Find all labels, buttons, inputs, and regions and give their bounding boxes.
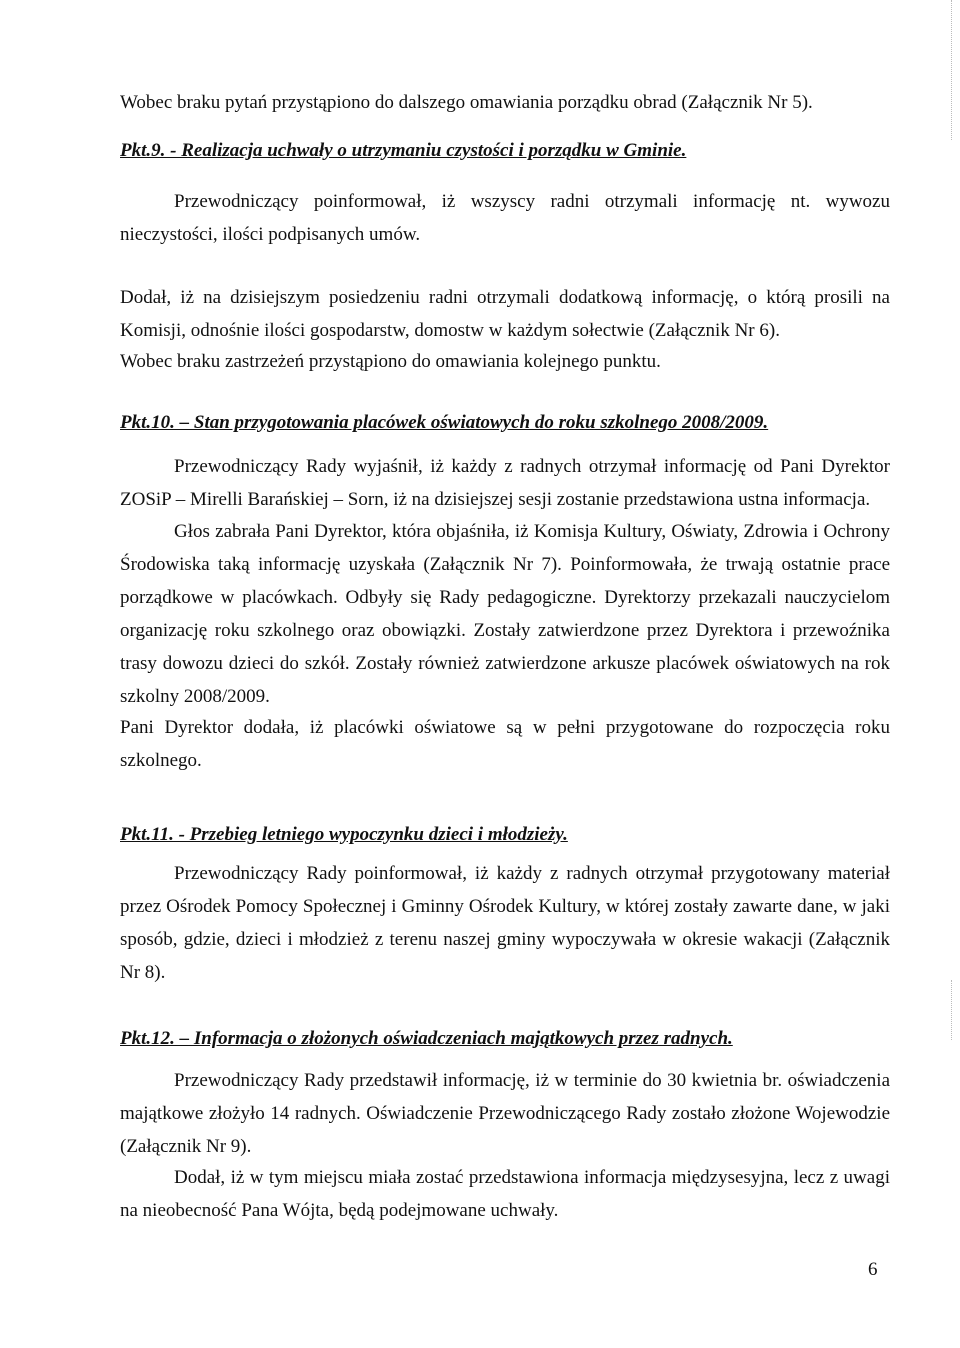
section-12-heading: Pkt.12. – Informacja o złożonych oświadczeniach majątkowych przez radnych. bbox=[120, 1028, 733, 1049]
section-11-heading: Pkt.11. - Przebieg letniego wypoczynku dzieci i młodzieży. bbox=[120, 824, 568, 845]
scan-margin-mark bbox=[949, 980, 952, 1040]
section-9-heading: Pkt.9. - Realizacja uchwały o utrzymaniu czystości i porządku w Gminie. bbox=[120, 140, 687, 161]
section-10-paragraph-2: Głos zabrała Pani Dyrektor, która objaśniła, iż Komisja Kultury, Oświaty, Zdrowia i Ochrony Środowiska taką informację uzyskała (Załącznik Nr 7). Poinformowała, że trwają ostatnie prace porządkowe w placówkach. Odbyły się Rady pedagogiczne. Dyrektorzy przekazali nauczycielom organizację roku szkolnego oraz obowiązki. Zostały zatwierdzone przez Dyrektora i przewoźnika trasy dowozu dzieci do szkół. Zostały również zatwierdzone arkusze placówek oświatowych na rok szkolny 2008/2009. bbox=[120, 521, 890, 707]
intro-paragraph: Wobec braku pytań przystąpiono do dalszego omawiania porządku obrad (Załącznik Nr 5). bbox=[120, 92, 813, 113]
section-10-heading: Pkt.10. – Stan przygotowania placówek oświatowych do roku szkolnego 2008/2009. bbox=[120, 412, 769, 433]
section-10-paragraph-1: Przewodniczący Rady wyjaśnił, iż każdy z radnych otrzymał informację od Pani Dyrektor ZOSiP – Mirelli Barańskiej – Sorn, iż na dzisiejszej sesji zostanie przedstawiona ustna informacja. bbox=[120, 456, 890, 510]
section-11-paragraph-1: Przewodniczący Rady poinformował, iż każdy z radnych otrzymał przygotowany materiał przez Ośrodek Pomocy Społecznej i Gminny Ośrodek Kultury, w której zostały zawarte dane, w jaki sposób, gdzie, dzieci i młodzież z terenu naszej gminy wypoczywała w okresie wakacji (Załącznik Nr 8). bbox=[120, 863, 890, 983]
section-12-paragraph-1: Przewodniczący Rady przedstawił informację, iż w terminie do 30 kwietnia br. oświadczenia majątkowe złożyło 14 radnych. Oświadczenie Przewodniczącego Rady zostało złożone Wojewodzie (Załącznik Nr 9). bbox=[120, 1070, 890, 1157]
section-9-paragraph-1: Przewodniczący poinformował, iż wszyscy radni otrzymali informację nt. wywozu nieczystości, ilości podpisanych umów. bbox=[120, 191, 890, 245]
scan-margin-mark bbox=[949, 0, 952, 140]
section-12-paragraph-2: Dodał, iż w tym miejscu miała zostać przedstawiona informacja międzysesyjna, lecz z uwagi na nieobecność Pana Wójta, będą podejmowane uchwały. bbox=[120, 1167, 890, 1221]
section-9-paragraph-2: Dodał, iż na dzisiejszym posiedzeniu radni otrzymali dodatkową informację, o którą prosili na Komisji, odnośnie ilości gospodarstw, domostw w każdym sołectwie (Załącznik Nr 6). bbox=[120, 287, 890, 341]
section-9-paragraph-3: Wobec braku zastrzeżeń przystąpiono do omawiania kolejnego punktu. bbox=[120, 351, 661, 372]
page-number: 6 bbox=[868, 1259, 878, 1280]
section-10-paragraph-3: Pani Dyrektor dodała, iż placówki oświatowe są w pełni przygotowane do rozpoczęcia roku szkolnego. bbox=[120, 717, 890, 771]
